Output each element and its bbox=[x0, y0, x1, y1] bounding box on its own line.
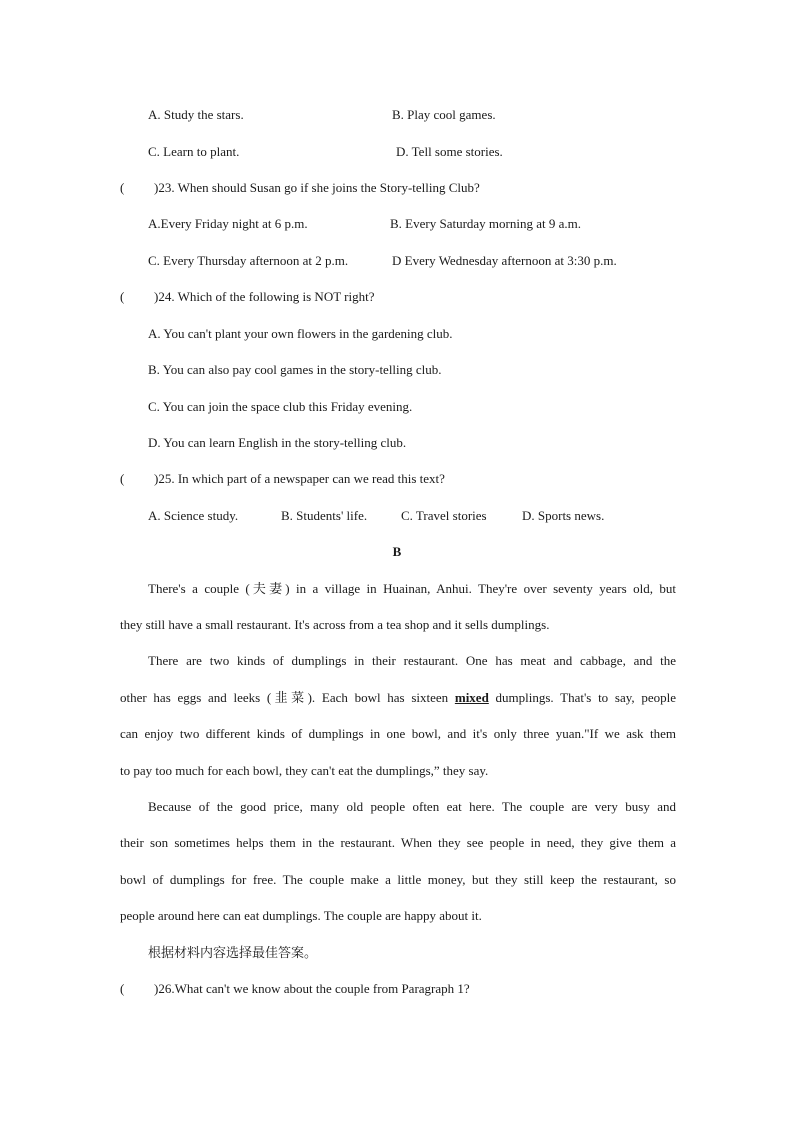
q25-option-c: C. Travel stories bbox=[401, 508, 487, 523]
q22-option-b: B. Play cool games. bbox=[392, 107, 496, 122]
q24-option-a: A. You can't plant your own flowers in the gardening club. bbox=[148, 326, 453, 341]
paragraph-2-text-before: other has eggs and leeks (韭菜). Each bowl has sixteen bbox=[120, 690, 455, 705]
paragraph-3-line-1: Because of the good price, many old people often eat here. The couple are very busy and bbox=[148, 799, 676, 814]
q25-option-b: B. Students' life. bbox=[281, 508, 368, 523]
paragraph-1-line-1: There's a couple (夫妻) in a village in Huainan, Anhui. They're over seventy years old, but bbox=[148, 581, 676, 596]
instruction: 根据材料内容选择最佳答案。 bbox=[148, 945, 318, 960]
paragraph-2-line-3: can enjoy two different kinds of dumplings in one bowl, and it's only three yuan."If we ask them bbox=[120, 726, 676, 741]
q22-option-c: C. Learn to plant. bbox=[148, 144, 240, 159]
q24-option-c: C. You can join the space club this Friday evening. bbox=[148, 399, 413, 414]
paragraph-3-line-4: people around here can eat dumplings. The couple are happy about it. bbox=[120, 908, 482, 923]
q25-stem: )25. In which part of a newspaper can we read this text? bbox=[154, 471, 445, 486]
q23-question bbox=[120, 180, 480, 196]
paragraph-1-line-2: they still have a small restaurant. It's across from a tea shop and it sells dumplings. bbox=[120, 617, 550, 632]
paragraph-3-line-3: bowl of dumplings for free. The couple make a little money, but they still keep the restaurant, so bbox=[120, 872, 676, 887]
paragraph-2-text-after: dumplings. That's to say, people bbox=[488, 690, 676, 705]
paragraph-2-line-4: to pay too much for each bowl, they can't eat the dumplings,” they say. bbox=[120, 763, 489, 778]
q26-stem: )26.What can't we know about the couple from Paragraph 1? bbox=[154, 981, 470, 996]
q22-option-d: D. Tell some stories. bbox=[396, 144, 503, 159]
q24-option-b: B. You can also pay cool games in the story-telling club. bbox=[148, 362, 442, 377]
q25-option-a: A. Science study. bbox=[148, 508, 239, 523]
q23-option-c: C. Every Thursday afternoon at 2 p.m. bbox=[148, 253, 349, 268]
paragraph-2-line-1: There are two kinds of dumplings in their restaurant. One has meat and cabbage, and the bbox=[148, 653, 676, 668]
answer-blank: ( bbox=[120, 981, 125, 996]
q24-option-d: D. You can learn English in the story-telling club. bbox=[148, 435, 407, 450]
q26-question bbox=[120, 981, 470, 997]
q25-option-d: D. Sports news. bbox=[522, 508, 605, 523]
paragraph-2-line-2 bbox=[120, 690, 676, 706]
paragraph-3-line-2: their son sometimes helps them in the restaurant. When they see people in need, they give them a bbox=[120, 835, 676, 850]
section-heading: B bbox=[392, 544, 402, 559]
q24-question bbox=[120, 289, 375, 305]
answer-blank: ( bbox=[120, 180, 125, 195]
underlined-word-mixed: mixed bbox=[454, 690, 489, 705]
q23-option-d: D Every Wednesday afternoon at 3:30 p.m. bbox=[392, 253, 617, 268]
q23-option-b: B. Every Saturday morning at 9 a.m. bbox=[390, 216, 581, 231]
q22-option-a: A. Study the stars. bbox=[148, 107, 244, 122]
answer-blank: ( bbox=[120, 289, 125, 304]
q23-stem: )23. When should Susan go if she joins the Story-telling Club? bbox=[154, 180, 480, 195]
q24-stem: )24. Which of the following is NOT right? bbox=[154, 289, 375, 304]
q25-question bbox=[120, 471, 445, 487]
answer-blank: ( bbox=[120, 471, 125, 486]
q23-option-a: A.Every Friday night at 6 p.m. bbox=[148, 216, 308, 231]
